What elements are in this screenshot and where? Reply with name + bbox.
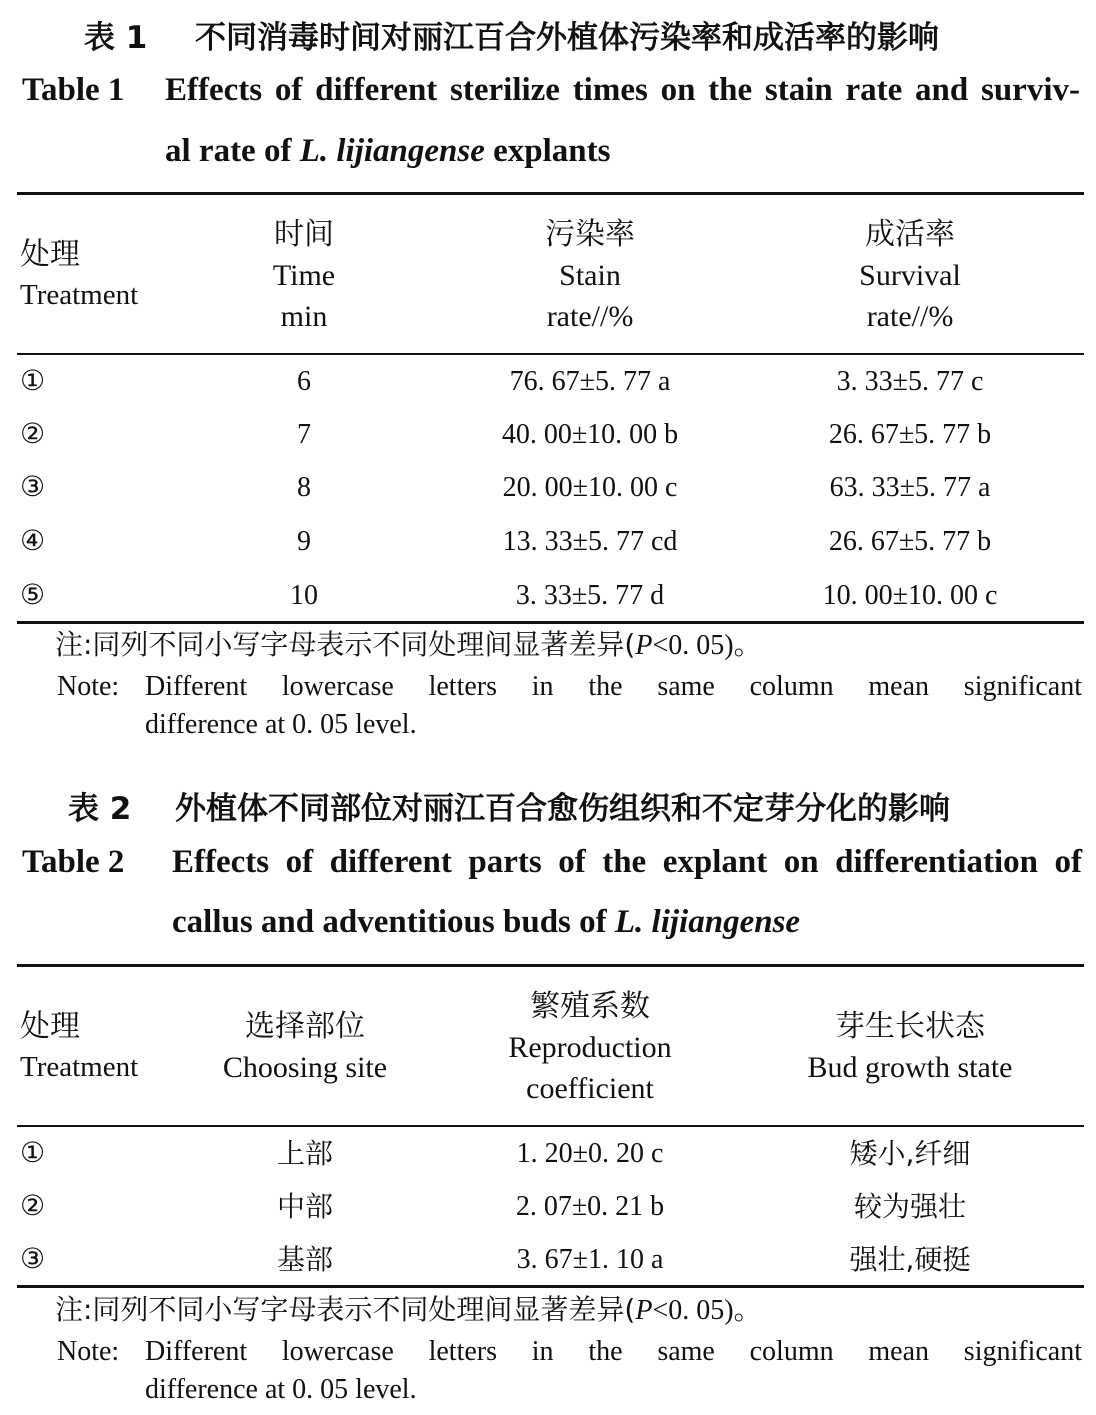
t2-r1-coef: 1. 20±0. 20 c — [516, 1138, 664, 1169]
table2-bottom-rule — [17, 1285, 1084, 1288]
t1-header-treatment-cn: 处理 — [20, 238, 80, 271]
t2-header-coef-cn: 繁殖系数 — [530, 990, 650, 1023]
t2-header-bud-en: Bud growth state — [807, 1051, 1013, 1084]
t2-r3-site: 基部 — [276, 1243, 333, 1276]
table1-cn-number: 表 1 — [84, 20, 148, 56]
table2-top-rule — [17, 964, 1084, 967]
table1-en-title-line2: al rate of L. lijiangense explants — [165, 133, 611, 169]
t1-r3-time: 8 — [297, 472, 311, 503]
table1-species-name: L. lijiangense — [299, 133, 485, 169]
t1-r1-stain: 76. 67±5. 77 a — [509, 366, 671, 397]
table1-note-en-line2: difference at 0. 05 level. — [145, 709, 417, 740]
t1-r1-treatment: ① — [20, 366, 46, 397]
t2-header-coef-en-2: coefficient — [526, 1072, 654, 1105]
t2-r1-site: 上部 — [276, 1137, 333, 1170]
t2-r2-site: 中部 — [276, 1190, 333, 1223]
table1-note-en-label: Note: — [57, 671, 120, 702]
table2-note-en-label: Note: — [57, 1336, 120, 1367]
t1-r3-treatment: ③ — [20, 472, 46, 503]
t1-r4-time: 9 — [297, 526, 311, 557]
t1-r3-survival: 63. 33±5. 77 a — [829, 472, 991, 503]
table1-header-rule — [17, 353, 1084, 355]
t1-r2-time: 7 — [297, 419, 311, 450]
t1-header-stain-unit: rate//% — [546, 300, 634, 333]
t2-header-coef-en: Reproduction — [508, 1031, 672, 1064]
t1-r3-stain: 20. 00±10. 00 c — [502, 472, 678, 503]
t1-r4-stain: 13. 33±5. 77 cd — [502, 526, 678, 557]
t2-header-treatment-en: Treatment — [20, 1051, 139, 1083]
t1-r5-survival: 10. 00±10. 00 c — [822, 580, 998, 611]
t1-r2-survival: 26. 67±5. 77 b — [828, 419, 992, 450]
t1-r5-stain: 3. 33±5. 77 d — [515, 580, 665, 611]
t1-r2-treatment: ② — [20, 419, 46, 450]
t2-r2-coef: 2. 07±0. 21 b — [515, 1191, 665, 1222]
table1-en-title-line1: Effects of different sterilize times on the stain rate and surviv- — [165, 72, 1080, 108]
t1-r5-time: 10 — [290, 580, 318, 611]
t1-header-treatment-en: Treatment — [20, 279, 139, 311]
table2-en-title-line2: callus and adventitious buds of L. lijiangense — [172, 904, 801, 940]
table2-note-en-line1: Different lowercase letters in the same column mean significant — [145, 1336, 1082, 1367]
t1-r1-time: 6 — [297, 366, 311, 397]
t1-header-time-unit: min — [280, 300, 328, 333]
table1-bottom-rule — [17, 621, 1084, 624]
t2-header-site-en: Choosing site — [222, 1051, 388, 1084]
table2-en-number: Table 2 — [22, 844, 125, 880]
t1-header-survival-en: Survival — [859, 259, 961, 292]
table2-cn-caption — [68, 783, 950, 828]
table1-cn-caption — [84, 12, 939, 57]
table2-species-name: L. lijiangense — [614, 904, 801, 940]
t1-header-time-cn: 时间 — [274, 218, 334, 251]
t2-header-site-cn: 选择部位 — [245, 1010, 365, 1043]
table1-cn-title: 不同消毒时间对丽江百合外植体污染率和成活率的影响 — [194, 20, 939, 56]
t2-header-treatment-cn: 处理 — [20, 1010, 80, 1043]
t2-r2-bud: 较为强壮 — [853, 1190, 966, 1223]
t2-r1-bud: 矮小,纤细 — [849, 1137, 971, 1170]
t1-header-survival-cn: 成活率 — [865, 218, 955, 251]
table1-en-number: Table 1 — [22, 72, 125, 108]
table1-note-en-line1: Different lowercase letters in the same column mean significant — [145, 671, 1082, 702]
t1-r1-survival: 3. 33±5. 77 c — [836, 366, 984, 397]
table2-note-cn: 注:同列不同小写字母表示不同处理间显著差异(P<0. 05)。 — [55, 1293, 762, 1326]
t2-r2-treatment: ② — [20, 1191, 46, 1222]
t1-header-stain-en: Stain — [559, 259, 621, 292]
table2-note-en-line2: difference at 0. 05 level. — [145, 1374, 417, 1405]
t1-header-stain-cn: 污染率 — [545, 218, 635, 251]
t1-header-time-en: Time — [272, 259, 336, 292]
t1-header-survival-unit: rate//% — [866, 300, 954, 333]
t1-r2-stain: 40. 00±10. 00 b — [501, 419, 679, 450]
table2-cn-number: 表 2 — [68, 791, 132, 827]
t2-r3-coef: 3. 67±1. 10 a — [516, 1244, 664, 1275]
table1-note-cn: 注:同列不同小写字母表示不同处理间显著差异(P<0. 05)。 — [55, 628, 762, 661]
t1-r4-survival: 26. 67±5. 77 b — [828, 526, 992, 557]
t1-r4-treatment: ④ — [20, 526, 46, 557]
t2-r1-treatment: ① — [20, 1138, 46, 1169]
t2-header-bud-cn: 芽生长状态 — [835, 1010, 985, 1043]
table2-header-rule — [17, 1125, 1084, 1127]
t2-r3-treatment: ③ — [20, 1244, 46, 1275]
table1-top-rule — [17, 192, 1084, 195]
t2-r3-bud: 强壮,硬挺 — [849, 1243, 971, 1276]
t1-r5-treatment: ⑤ — [20, 580, 46, 611]
table2-en-title-line1: Effects of different parts of the explant on differentiation of — [172, 844, 1082, 880]
table2-cn-title: 外植体不同部位对丽江百合愈伤组织和不定芽分化的影响 — [174, 791, 950, 827]
